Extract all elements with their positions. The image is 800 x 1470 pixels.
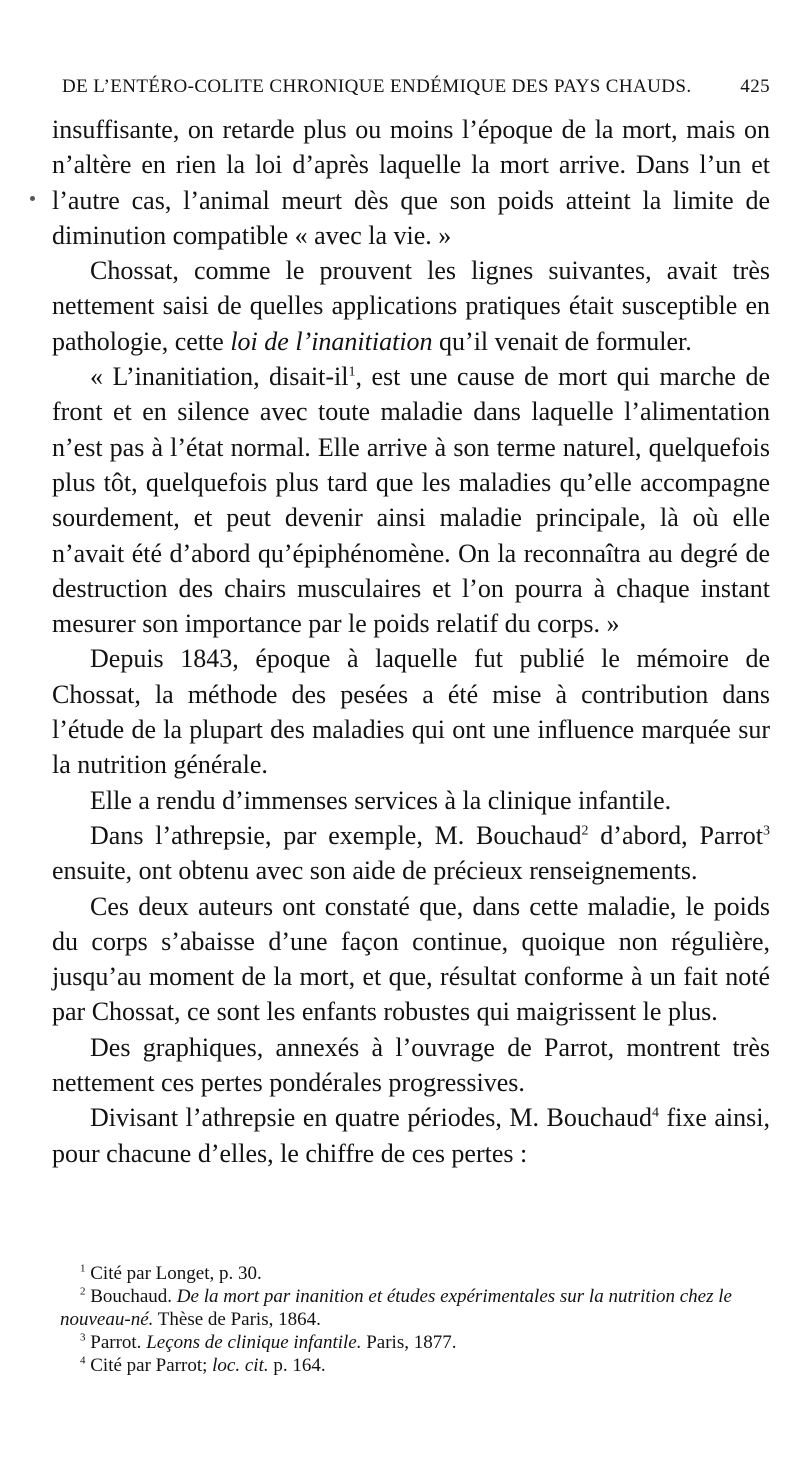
footnote-text: Thèse de Paris, 1864. [153, 1309, 321, 1330]
footnote [60, 1354, 772, 1377]
paragraph-quotation [52, 359, 770, 641]
footnotes [60, 1262, 772, 1377]
footnote-text: Bouchaud. [90, 1286, 177, 1307]
footnote-ref: 1 [348, 364, 356, 380]
text-run: Chossat, comme le prouvent les lignes suivantes, avait très nettement saisi de quelles applications pratiques était susceptible en pathologie, cette [52, 256, 770, 356]
footnote-text: p. 164. [268, 1355, 326, 1376]
footnote-text: Paris, 1877. [361, 1332, 457, 1353]
margin-mark [30, 196, 35, 201]
text-run: , est une cause de mort qui marche de front et en silence avec toute maladie dans laquelle l’alimentation n’est pas à l’état normal. Elle arrive à son terme naturel, quelquefois plus tôt, quelquefois plus tard que les maladies qu’elle accompagne sourdement, et peut devenir ainsi maladie principale, là où elle n’avait été d’abord qu’épiphénomène. On la reconnaîtra au degré de destruction des chairs musculaires et l’on pourra à chaque instant mesurer son importance par le poids relatif du corps. » [52, 362, 770, 639]
paragraph: Depuis 1843, époque à laquelle fut publié le mémoire de Chossat, la méthode des pesées a été mise à contribution dans l’étude de la plupart des maladies qui ont une influence marquée sur la nutrition générale. [52, 644, 770, 780]
text-run: Dans l’athrepsie, par exemple, M. Bouchaud [90, 820, 582, 850]
emphasis: loi de l’inanitiation [230, 326, 433, 356]
footnote-number: 4 [80, 1354, 86, 1367]
paragraph [52, 1100, 770, 1171]
footnote-text: Cité par Parrot; [90, 1355, 213, 1376]
paragraph: Ces deux auteurs ont constaté que, dans cette maladie, le poids du corps s’abaisse d’une façon continue, quoique non régulière, jusqu’au moment de la mort, et que, résultat conforme à un fait noté par Chossat, ce sont les enfants robustes qui maigrissent le plus. [52, 891, 770, 1027]
body-text [52, 112, 770, 1171]
running-header [62, 72, 770, 102]
footnote-title: De la mort par inanition et études expérimentales sur la nutrition chez le nouveau-né. [60, 1286, 732, 1330]
paragraph-continuation: insuffisante, on retarde plus ou moins l’époque de la mort, mais on n’altère en rien la loi d’après laquelle la mort arrive. Dans l’un et l’autre cas, l’animal meurt dès que son poids atteint la limite de diminution compatible « avec la vie. » [52, 115, 770, 250]
footnote [60, 1331, 772, 1354]
footnote-ref: 4 [651, 1105, 659, 1121]
text-run: fixe ainsi, pour chacune d’elles, le chiffre de ces pertes : [52, 1103, 770, 1168]
text-run: « L’inanitiation, disait-il [90, 362, 349, 392]
paragraph: Des graphiques, annexés à l’ouvrage de Parrot, montrent très nettement ces pertes pondérales progressives. [52, 1032, 770, 1098]
footnote-number: 2 [80, 1285, 86, 1298]
footnote-number: 3 [80, 1331, 86, 1344]
footnote-title: Leçons de clinique infantile. [146, 1332, 362, 1353]
paragraph [52, 253, 770, 359]
text-run: d’abord, Parrot [588, 820, 763, 850]
paragraph: Elle a rendu d’immenses services à la clinique infantile. [90, 785, 672, 815]
footnote-ref: 2 [581, 823, 589, 839]
footnote-text: Parrot. [90, 1332, 147, 1353]
footnote-title: loc. cit. [212, 1355, 269, 1376]
footnote-text: Cité par Longet, p. 30. [90, 1263, 262, 1284]
text-run: qu’il venait de formuler. [432, 326, 692, 356]
footnote [60, 1262, 772, 1285]
footnote-ref: 3 [763, 823, 770, 839]
running-title: DE L’ENTÉRO-COLITE CHRONIQUE ENDÉMIQUE DES PAYS CHAUDS. [62, 76, 692, 97]
text-run: ensuite, ont obtenu avec son aide de précieux renseignements. [52, 856, 698, 886]
paragraph [52, 818, 770, 889]
page-number: 425 [740, 76, 770, 97]
footnote [60, 1285, 772, 1331]
text-run: Divisant l’athrepsie en quatre périodes, M. Bouchaud [90, 1103, 652, 1133]
footnote-number: 1 [80, 1262, 86, 1275]
